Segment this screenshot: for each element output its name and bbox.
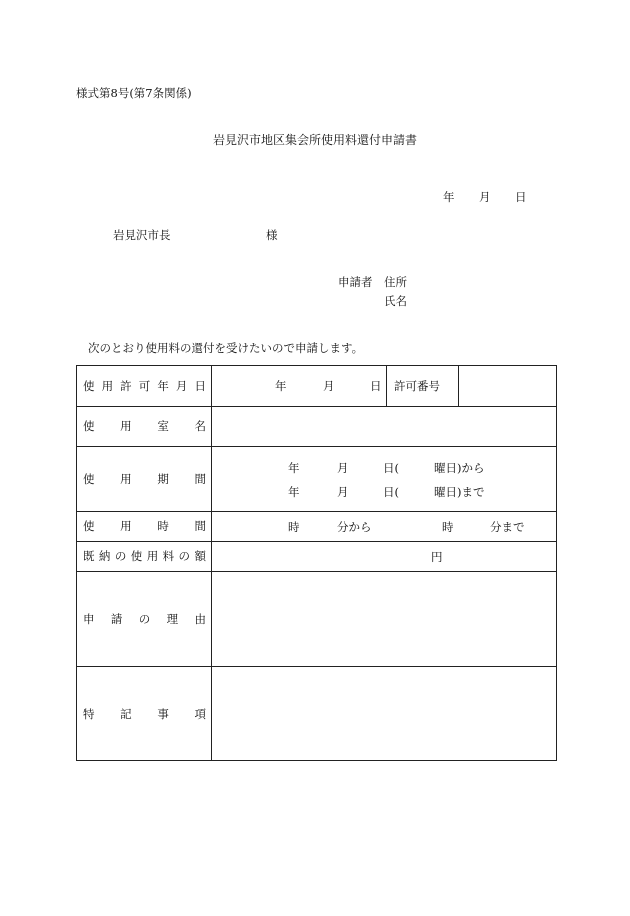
label-room-name: 使 用 室 名 [83, 419, 206, 433]
label-permit-date: 使 用 許 可 年 月 日 [83, 379, 206, 393]
label-remarks: 特 記 事 項 [83, 706, 206, 721]
form-number: 様式第8号(第7条関係) [76, 86, 192, 100]
permit-number-field[interactable] [459, 367, 557, 405]
applicant-address-label: 住所 [384, 275, 407, 289]
date-day-label: 日 [515, 190, 527, 204]
time-start-hour[interactable]: 時 [288, 520, 300, 534]
period-end-day[interactable]: 日( [383, 485, 399, 499]
period-end-month[interactable]: 月 [337, 485, 349, 499]
room-name-field[interactable] [213, 407, 557, 445]
column-divider [211, 366, 212, 761]
date-year-label: 年 [443, 190, 455, 204]
addressee-name: 岩見沢市長 [113, 228, 171, 242]
time-end-hour[interactable]: 時 [442, 520, 454, 534]
period-start-weekday[interactable]: 曜日)から [434, 461, 485, 475]
reason-field[interactable] [213, 572, 557, 665]
label-use-period: 使 用 期 間 [83, 471, 206, 486]
applicant-label: 申請者 [338, 275, 373, 289]
paid-fee-field[interactable]: 円 [431, 550, 443, 564]
remarks-field[interactable] [213, 667, 557, 760]
application-table [76, 365, 557, 761]
permit-month-field[interactable]: 月 [323, 379, 335, 393]
intro-text: 次のとおり使用料の還付を受けたいので申請します。 [88, 341, 364, 355]
permit-number-label: 許可番号 [394, 379, 440, 393]
date-month-label: 月 [479, 190, 491, 204]
period-start-month[interactable]: 月 [337, 461, 349, 475]
time-end-minute[interactable]: 分まで [490, 520, 525, 534]
time-start-minute[interactable]: 分から [337, 520, 372, 534]
period-end-weekday[interactable]: 曜日)まで [434, 485, 485, 499]
label-reason: 申 請 の 理 由 [83, 611, 206, 626]
applicant-name-label: 氏名 [384, 294, 407, 308]
addressee-honorific: 様 [266, 228, 278, 242]
period-start-year[interactable]: 年 [288, 461, 300, 475]
permit-day-field[interactable]: 日 [370, 379, 382, 393]
document-title: 岩見沢市地区集会所使用料還付申請書 [212, 133, 417, 147]
permit-year-field[interactable]: 年 [275, 379, 287, 393]
period-start-day[interactable]: 日( [383, 461, 399, 475]
label-use-time: 使 用 時 間 [83, 519, 206, 533]
label-paid-fee: 既 納 の 使 用 料 の 額 [83, 549, 206, 563]
column-divider [386, 366, 387, 406]
period-end-year[interactable]: 年 [288, 485, 300, 499]
